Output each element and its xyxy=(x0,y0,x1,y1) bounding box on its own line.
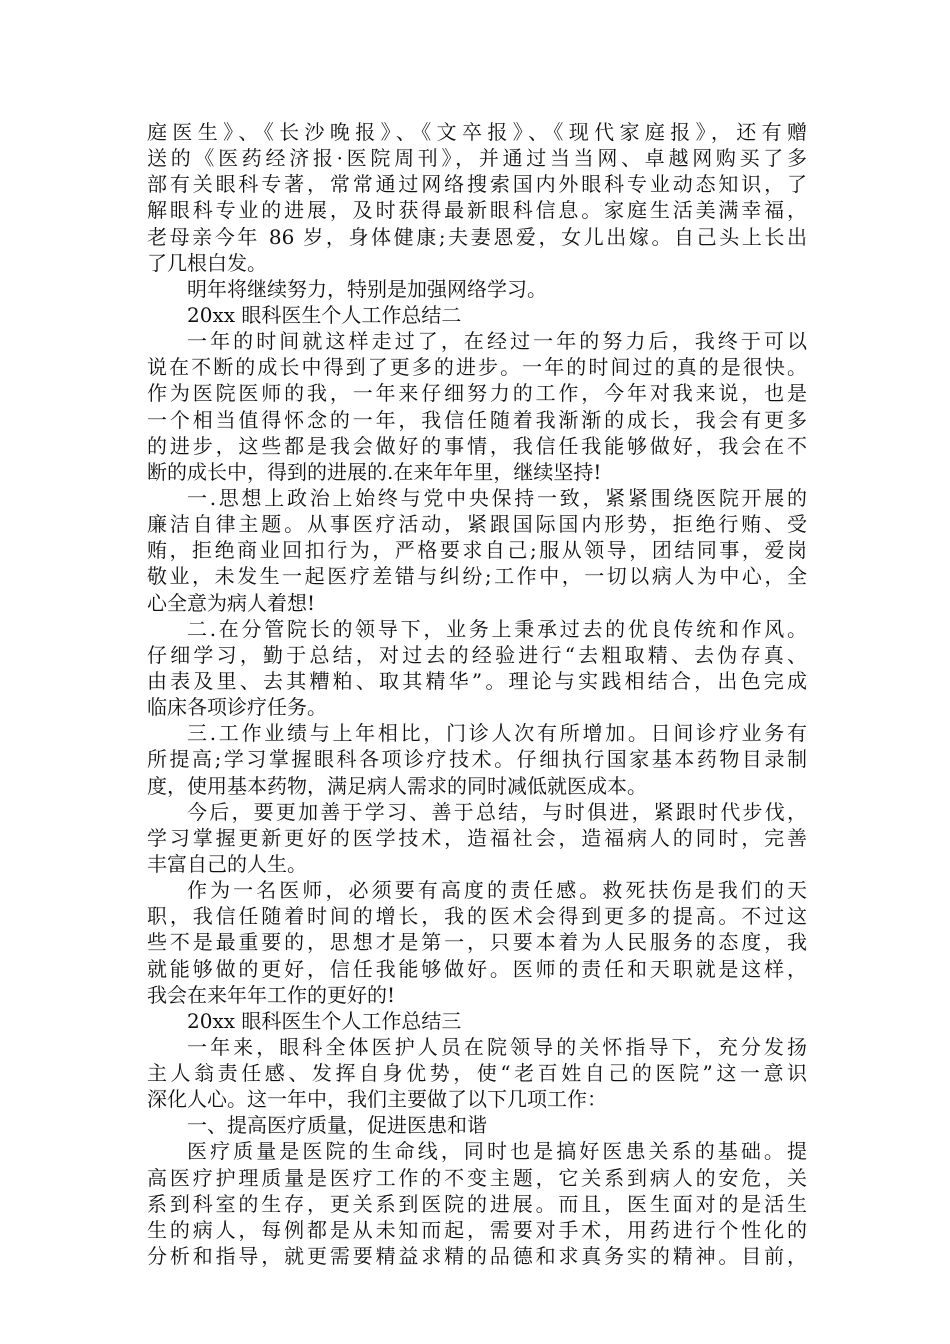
text-line: 解眼科专业的进展，及时获得最新眼科信息。家庭生活美满幸福， xyxy=(147,198,807,223)
text-line: 我会在来年年工作的更好的! xyxy=(147,982,396,1007)
text-line: 职，我信任随着时间的增长，我的医术会得到更多的提高。不过这 xyxy=(147,904,807,929)
text-line: 丰富自己的人生。 xyxy=(147,851,307,876)
text-line: 送的《医药经济报·医院周刊》，并通过当当网、卓越网购买了多 xyxy=(147,146,807,171)
text-line: 一个相当值得怀念的一年，我信任随着我渐渐的成长，我会有更多 xyxy=(147,407,807,432)
text-line: 作为医院医师的我，一年来仔细努力的工作，今年对我来说，也是 xyxy=(147,381,807,406)
text-line: 高医疗护理质量是医疗工作的不变主题，它关系到病人的安危，关 xyxy=(147,1165,807,1190)
text-line: 贿，拒绝商业回扣行为，严格要求自己;服从领导，团结同事，爱岗 xyxy=(147,538,807,563)
text-line: 廉洁自律主题。从事医疗活动，紧跟国际国内形势，拒绝行贿、受 xyxy=(147,512,807,537)
text-line: 二.在分管院长的领导下，业务上秉承过去的优良传统和作风。 xyxy=(187,616,807,641)
text-line: 一年来，眼科全体医护人员在院领导的关怀指导下，充分发扬 xyxy=(187,1034,807,1059)
document-page xyxy=(147,119,807,1269)
text-line: 分析和指导，就更需要精益求精的品德和求真务实的精神。目前， xyxy=(147,1244,807,1269)
text-line: 断的成长中，得到的进展的.在来年年里，继续坚持! xyxy=(147,459,602,484)
text-line: 明年将继续努力，特别是加强网络学习。 xyxy=(187,276,547,301)
text-line: 些不是最重要的，思想才是第一，只要本着为人民服务的态度，我 xyxy=(147,930,807,955)
text-line: 三.工作业绩与上年相比，门诊人次有所增加。日间诊疗业务有 xyxy=(187,721,807,746)
text-line: 说在不断的成长中得到了更多的进步。一年的时间过的真的是很快。 xyxy=(147,355,807,380)
text-line: 今后，要更加善于学习、善于总结，与时俱进，紧跟时代步伐， xyxy=(187,799,807,824)
text-line: 一.思想上政治上始终与党中央保持一致，紧紧围绕医院开展的 xyxy=(187,485,807,510)
text-line: 心全意为病人着想! xyxy=(147,590,316,615)
text-line: 一、提高医疗质量，促进医患和谐 xyxy=(187,1113,487,1138)
text-line: 度，使用基本药物，满足病人需求的同时减低就医成本。 xyxy=(147,773,647,798)
text-line: 了几根白发。 xyxy=(147,250,267,275)
text-line: 主人翁责任感、发挥自身优势，使“老百姓自己的医院”这一意识 xyxy=(147,1061,807,1086)
text-line: 仔细学习，勤于总结，对过去的经验进行“去粗取精、去伪存真、 xyxy=(147,642,807,667)
text-line: 20xx 眼科医生个人工作总结二 xyxy=(187,302,462,327)
text-line: 的进步，这些都是我会做好的事情，我信任我能够做好，我会在不 xyxy=(147,433,807,458)
text-line: 就能够做的更好，信任我能够做好。医师的责任和天职就是这样， xyxy=(147,956,807,981)
text-line: 所提高;学习掌握眼科各项诊疗技术。仔细执行国家基本药物目录制 xyxy=(147,747,807,772)
text-line: 系到科室的生存，更关系到医院的进展。而且，医生面对的是活生 xyxy=(147,1191,807,1216)
text-line: 学习掌握更新更好的医学技术，造福社会，造福病人的同时，完善 xyxy=(147,825,807,850)
text-line: 20xx 眼科医生个人工作总结三 xyxy=(187,1008,462,1033)
text-line: 敬业，未发生一起医疗差错与纠纷;工作中，一切以病人为中心，全 xyxy=(147,564,807,589)
text-line: 医疗质量是医院的生命线，同时也是搞好医患关系的基础。提 xyxy=(187,1139,807,1164)
text-line: 临床各项诊疗任务。 xyxy=(147,695,327,720)
text-line: 部有关眼科专著，常常通过网络搜索国内外眼科专业动态知识，了 xyxy=(147,172,807,197)
text-line: 作为一名医师，必须要有高度的责任感。救死扶伤是我们的天 xyxy=(187,878,807,903)
text-line: 老母亲今年 86 岁，身体健康;夫妻恩爱，女儿出嫁。自己头上长出 xyxy=(147,224,807,249)
text-line: 由表及里、去其糟粕、取其精华”。理论与实践相结合，出色完成 xyxy=(147,668,807,693)
text-line: 一年的时间就这样走过了，在经过一年的努力后，我终于可以 xyxy=(187,329,807,354)
text-line: 深化人心。这一年中，我们主要做了以下几项工作： xyxy=(147,1087,607,1112)
text-line: 生的病人，每例都是从未知而起，需要对手术，用药进行个性化的 xyxy=(147,1217,807,1242)
text-line: 庭医生》、《长沙晚报》、《文卒报》、《现代家庭报》，还有赠 xyxy=(147,120,807,144)
